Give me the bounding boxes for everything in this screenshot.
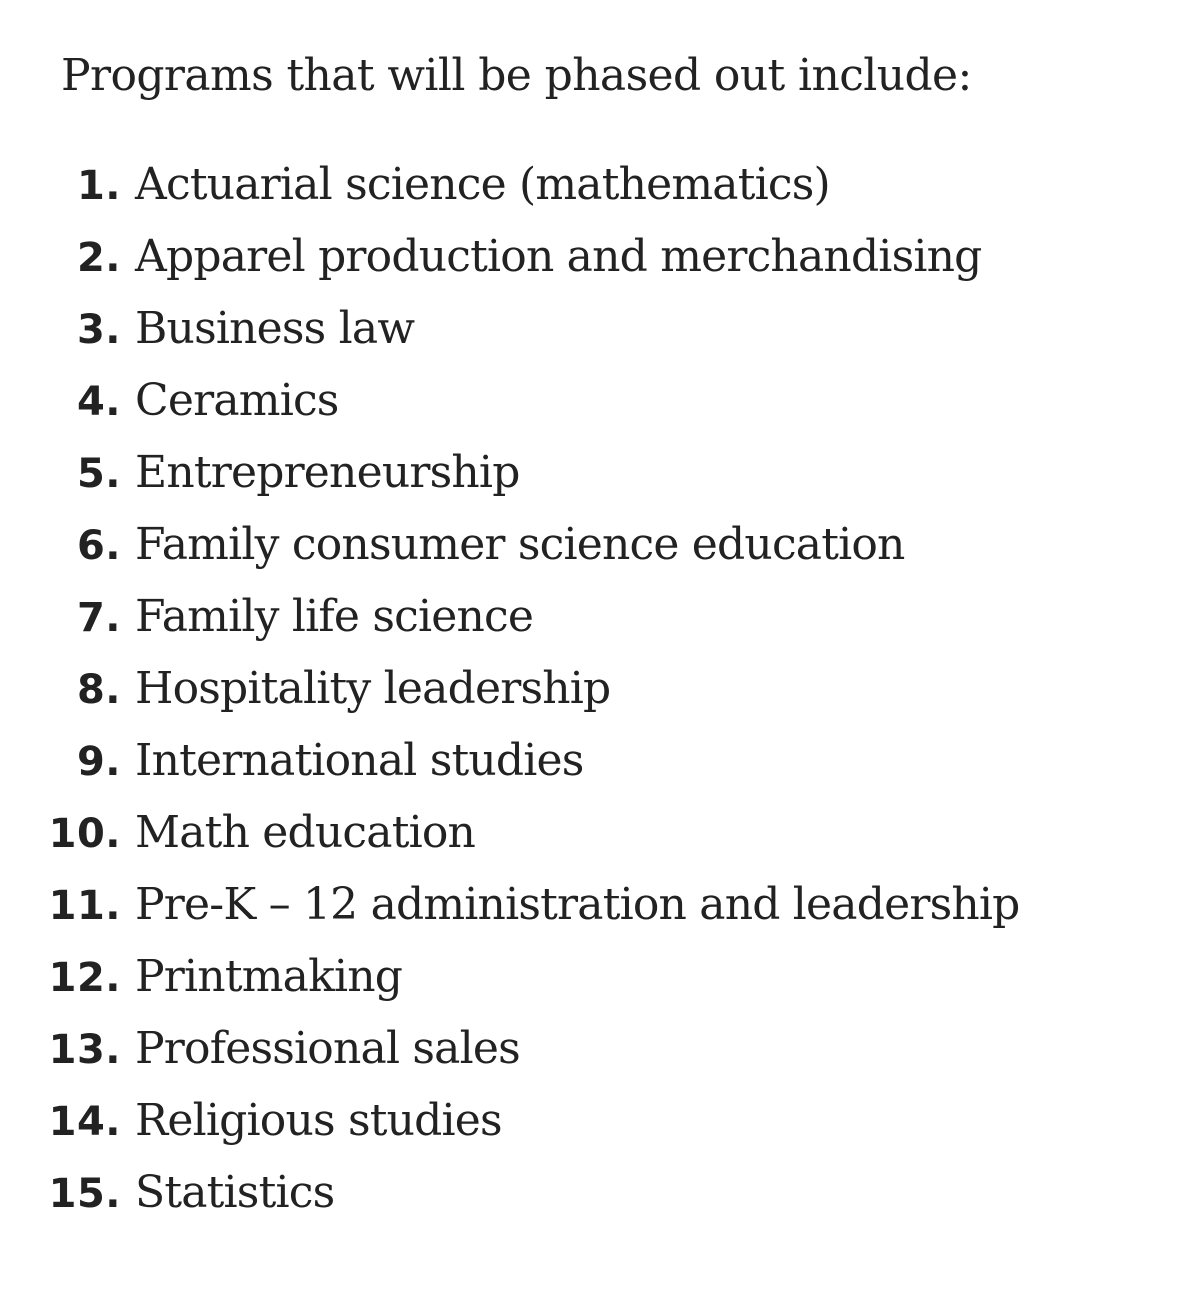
list-item-number: 14. — [48, 1099, 121, 1145]
list-item — [0, 303, 1020, 375]
list-item — [0, 951, 1020, 1023]
list-item-number: 2. — [76, 235, 121, 281]
list-item-label: Hospitality leadership — [135, 663, 611, 714]
list-item — [0, 1095, 1020, 1167]
list-item-number: 8. — [76, 667, 121, 713]
list-item-label: Actuarial science (mathematics) — [135, 159, 830, 210]
list-item-label: Family life science — [135, 591, 534, 642]
list-item — [0, 159, 1020, 231]
list-item-label: Religious studies — [135, 1095, 502, 1146]
list-item-number: 9. — [76, 739, 121, 785]
list-item-label: Professional sales — [135, 1023, 520, 1074]
list-item-number: 6. — [76, 523, 121, 569]
list-item — [0, 447, 1020, 519]
list-item-label: Math education — [135, 807, 476, 858]
list-item-number: 11. — [48, 883, 121, 929]
list-item-label: International studies — [135, 735, 584, 786]
list-item — [0, 375, 1020, 447]
list-item-number: 5. — [76, 451, 121, 497]
intro-text: Programs that will be phased out include: — [61, 50, 972, 101]
list-item — [0, 1167, 1020, 1239]
list-item — [0, 735, 1020, 807]
list-item-label: Pre-K – 12 administration and leadership — [135, 879, 1020, 930]
list-item-number: 3. — [76, 307, 121, 353]
list-item-number: 4. — [76, 379, 121, 425]
list-item-label: Family consumer science education — [135, 519, 905, 570]
list-item-label: Statistics — [135, 1167, 335, 1218]
list-item-label: Ceramics — [135, 375, 339, 426]
list-item-label: Entrepreneurship — [135, 447, 520, 498]
program-list — [0, 159, 1020, 1239]
list-item-number: 7. — [76, 595, 121, 641]
list-item — [0, 1023, 1020, 1095]
list-item — [0, 591, 1020, 663]
list-item — [0, 519, 1020, 591]
list-item-number: 12. — [48, 955, 121, 1001]
list-item-label: Apparel production and merchandising — [135, 231, 982, 282]
list-item-label: Business law — [135, 303, 415, 354]
list-item — [0, 663, 1020, 735]
list-item-number: 13. — [48, 1027, 121, 1073]
list-item-number: 1. — [76, 163, 121, 209]
list-item — [0, 879, 1020, 951]
list-item-number: 10. — [48, 811, 121, 857]
list-item-label: Printmaking — [135, 951, 403, 1002]
list-item — [0, 807, 1020, 879]
list-item-number: 15. — [48, 1171, 121, 1217]
list-item — [0, 231, 1020, 303]
